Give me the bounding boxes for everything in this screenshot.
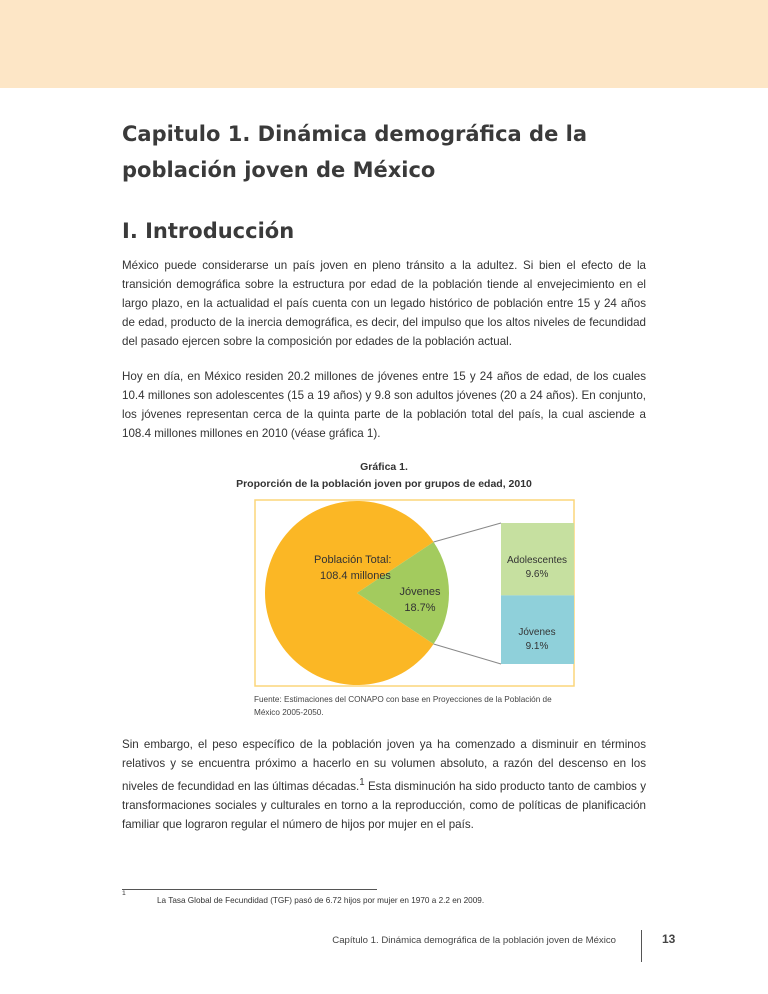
chart-title: Proporción de la población joven por grupos de edad, 2010	[236, 478, 532, 490]
section-title: I. Introducción	[122, 219, 295, 243]
breakdown-label-jovenes: Jóvenes	[518, 627, 556, 638]
pie-chart	[254, 499, 575, 687]
total-value: 108.4 millones	[320, 570, 391, 582]
slice-value-jovenes: 18.7%	[404, 602, 436, 614]
footnote-divider	[122, 889, 377, 890]
chapter-title: Capitulo 1. Dinámica demográfica de la población joven de México	[122, 122, 587, 182]
chart-label: Gráfica 1.	[360, 461, 408, 473]
footnote: 1 La Tasa Global de Fecundidad (TGF) pasó de 6.72 hijos por mujer en 1970 a 2.2 en 2009.	[122, 890, 485, 905]
breakdown-value-jovenes: 9.1%	[525, 641, 549, 652]
footer-divider	[641, 930, 642, 962]
page-content	[122, 116, 646, 850]
breakdown-value-adolescentes: 9.6%	[525, 569, 549, 580]
paragraph-1: México puede considerarse un país joven en pleno tránsito a la adultez. Si bien el efecto de la transición demográfica sobre la estructura por edad de la población tiende al envejecimiento en el largo plazo, en la actualidad el país cuenta con un legado histórico de población entre 15 y 24 años de edad, producto de la inercia demográfica, es decir, del impulso que los altos niveles de fecundidad del pasado ejercen sobre la composición por edades de la población actual.	[122, 259, 646, 348]
paragraph-3: Sin embargo, el peso específico de la población joven ya ha comenzado a disminuir en términos relativos y se encuentra próximo a hacerlo en su volumen absoluto, a razón del descenso en los niveles de fecundidad en las últimas décadas.$^1$ Esta disminución ha sido producto tanto de cambios y transformaciones sociales y culturales en torno a la reproducción, como de políticas de planificación familiar que lograron regular el número de hijos por mujer en el país.	[122, 738, 646, 831]
breakdown-label-adolescentes: Adolescentes	[506, 555, 568, 566]
total-label: Población Total:	[314, 554, 392, 566]
slice-label-jovenes: Jóvenes	[399, 586, 441, 598]
paragraph-2: Hoy en día, en México residen 20.2 millones de jóvenes entre 15 y 24 años de edad, de los cuales 10.4 millones son adolescentes (15 a 19 años) y 9.8 son adultos jóvenes (20 a 24 años). En conjunto, los jóvenes representan cerca de la quinta parte de la población total del país, la cual asciende a 108.4 millones millones en 2010 (véase gráfica 1).	[122, 370, 646, 440]
running-title: Capítulo 1. Dinámica demográfica de la población joven de México	[332, 935, 616, 946]
chart-container	[254, 499, 575, 687]
page-number: 13	[662, 932, 676, 946]
chart-source: Fuente: Estimaciones del CONAPO con base en Proyecciones de la Población de México 2005-2050.	[254, 695, 552, 717]
footnote-ref[interactable]: 1	[359, 777, 365, 788]
header-band	[0, 0, 768, 88]
